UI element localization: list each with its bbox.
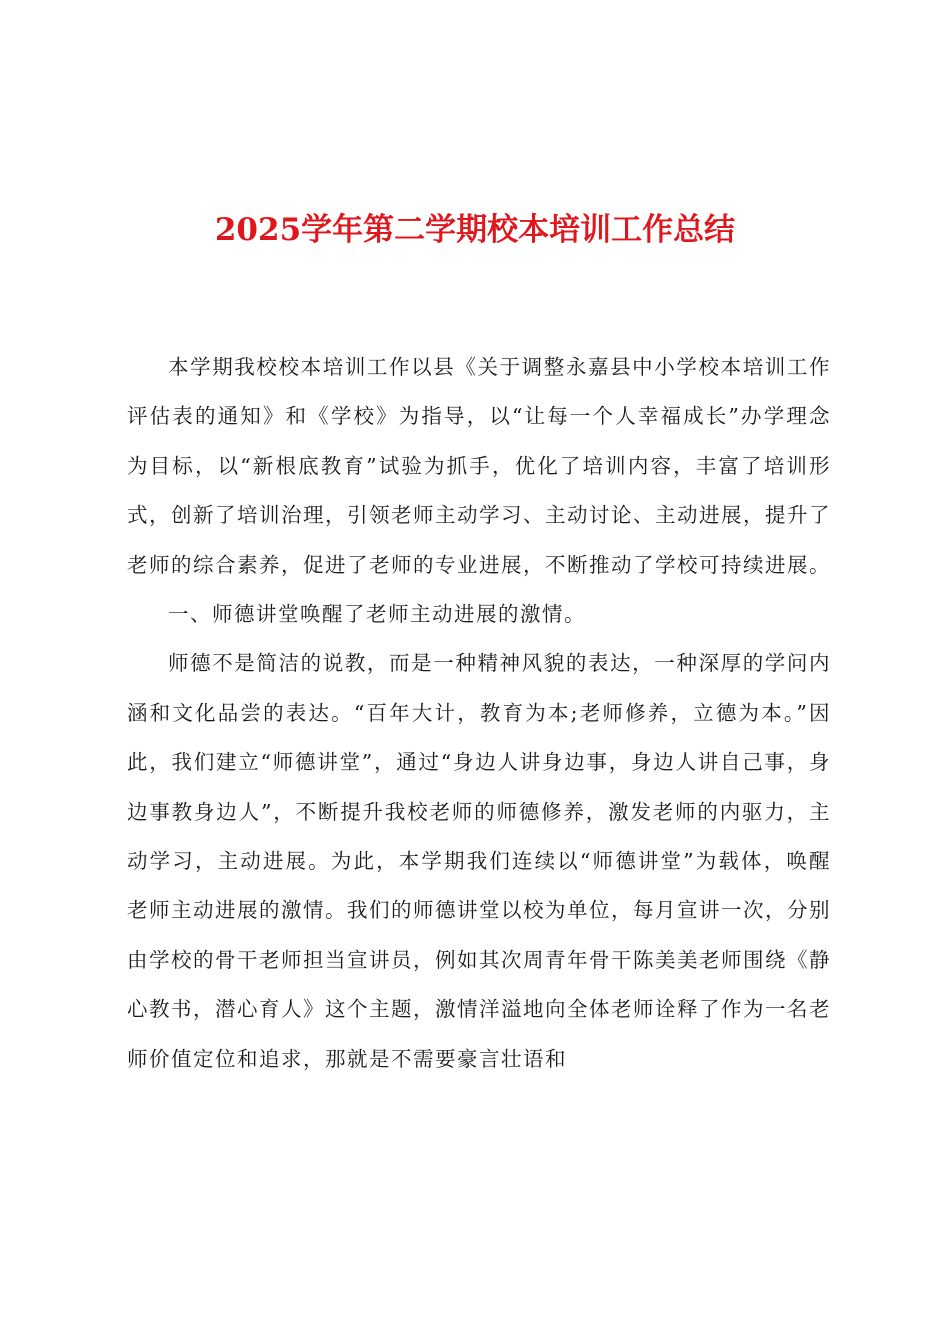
document-body xyxy=(127,343,831,1084)
section-heading-1: 一、师德讲堂唤醒了老师主动进展的激情。 xyxy=(168,602,586,627)
document-title: 2025学年第二学期校本培训工作总结 xyxy=(214,212,736,248)
paragraph-teacher-ethics: 师德不是简洁的说教，而是一种精神风貌的表达，一种深厚的学问内涵和文化品尝的表达。“百年大计，教育为本;老师修养，立德为本。”因此，我们建立“师德讲堂”，通过“身边人讲身边事，身边人讲自己事，身边事教身边人”，不断提升我校老师的师德修养，激发老师的内驱力，主动学习，主动进展。为此，本学期我们连续以“师德讲堂”为载体，唤醒老师主动进展的激情。我们的师德讲堂以校为单位，每月宣讲一次，分别由学校的骨干老师担当宣讲员，例如其次周青年骨干陈美美老师围绕《静心教书，潜心育人》这个主题，激情洋溢地向全体老师诠释了作为一名老师价值定位和追求，那就是不需要豪言壮语和 xyxy=(127,651,831,1071)
paragraph-intro: 本学期我校校本培训工作以县《关于调整永嘉县中小学校本培训工作评估表的通知》和《学校》为指导，以“让每一个人幸福成长”办学理念为目标，以“新根底教育”试验为抓手，优化了培训内容，丰富了培训形式，创新了培训治理，引领老师主动学习、主动讨论、主动进展，提升了老师的综合素养，促进了老师的专业进展，不断推动了学校可持续进展。 xyxy=(127,355,831,577)
